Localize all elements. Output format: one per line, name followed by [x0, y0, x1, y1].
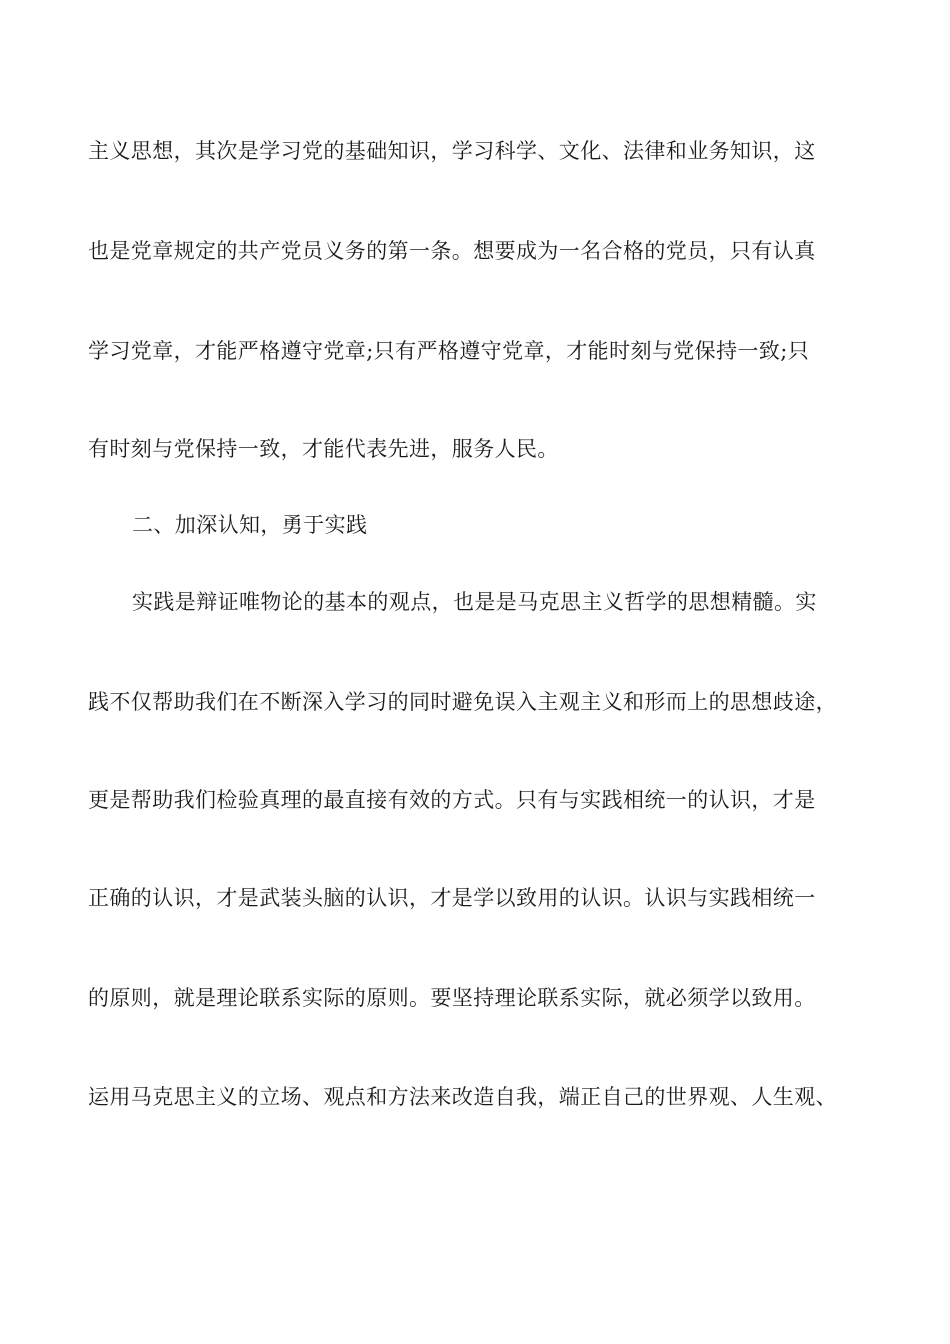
- paragraph-line: 正确的认识，才是武装头脑的认识，才是学以致用的认识。认识与实践相统一: [88, 886, 816, 910]
- paragraph-line: 运用马克思主义的立场、观点和方法来改造自我，端正自己的世界观、人生观、: [88, 1085, 837, 1109]
- paragraph-line: 实践是辩证唯物论的基本的观点，也是是马克思主义哲学的思想精髓。实: [132, 590, 817, 614]
- paragraph-line: 也是党章规定的共产党员义务的第一条。想要成为一名合格的党员，只有认真: [88, 239, 816, 263]
- paragraph-line: 主义思想，其次是学习党的基础知识，学习科学、文化、法律和业务知识，这: [88, 139, 816, 163]
- section-heading: 二、加深认知，勇于实践: [132, 513, 368, 537]
- paragraph-line: 的原则，就是理论联系实际的原则。要坚持理论联系实际，就必须学以致用。: [88, 986, 816, 1010]
- paragraph-line: 更是帮助我们检验真理的最直接有效的方式。只有与实践相统一的认识，才是: [88, 788, 816, 812]
- paragraph-line: 学习党章，才能严格遵守党章;只有严格遵守党章，才能时刻与党保持一致;只: [88, 339, 810, 363]
- paragraph-line: 有时刻与党保持一致，才能代表先进，服务人民。: [88, 437, 559, 461]
- paragraph-line: 践不仅帮助我们在不断深入学习的同时避免误入主观主义和形而上的思想歧途，: [88, 690, 837, 714]
